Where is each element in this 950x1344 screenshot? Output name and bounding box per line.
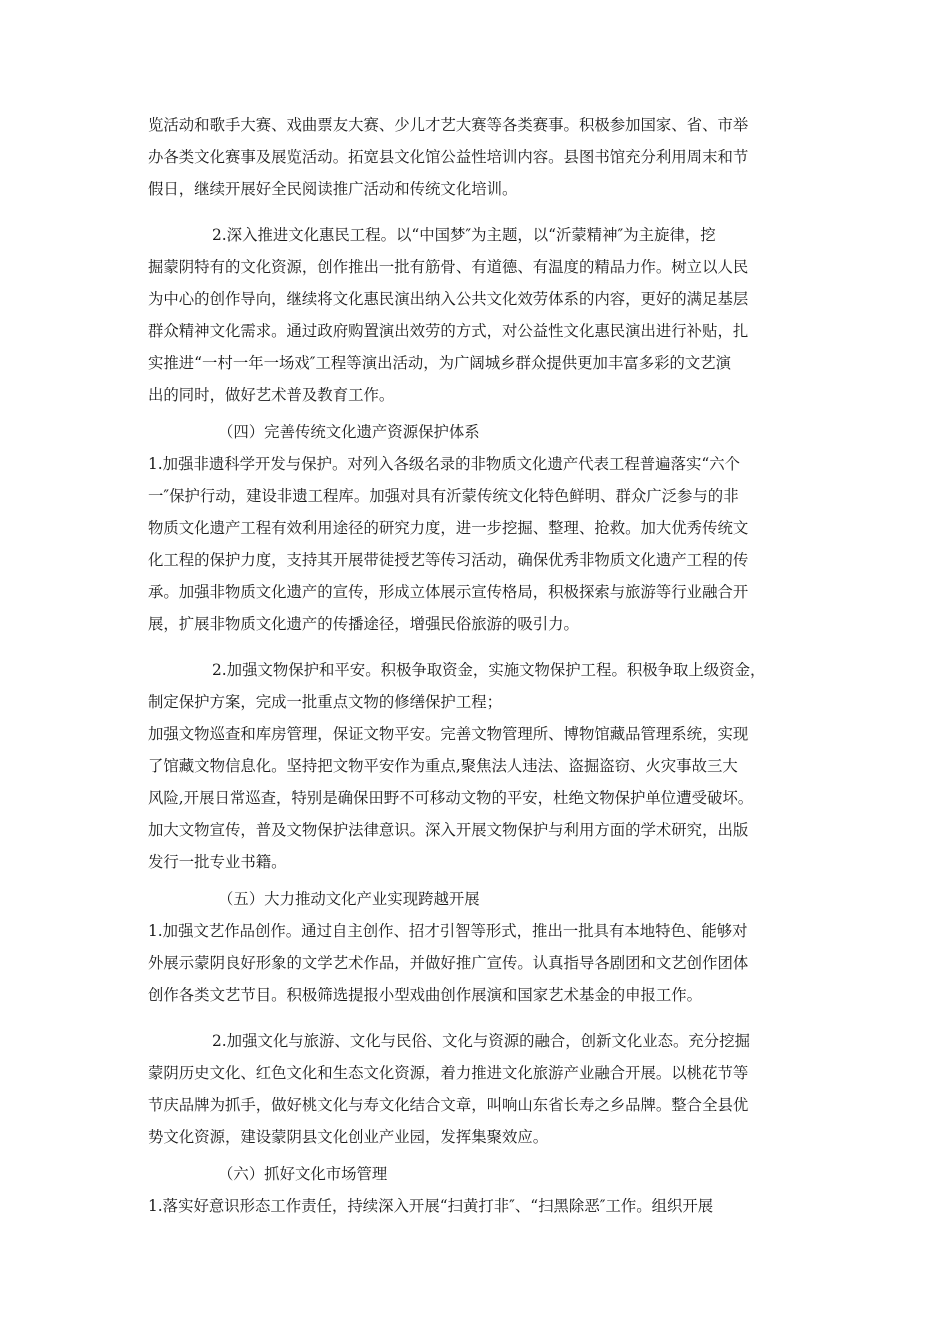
paragraph-start: 2.加强文物保护和平安。积极争取资金，实施文物保护工程。积极争取上级资金，: [212, 661, 766, 679]
text-line: 物质文化遗产工程有效利用途径的研究力度，进一步挖掘、整理、抢救。加大优秀传统文: [148, 519, 749, 537]
text-line: 风险,开展日常巡查，特别是确保田野不可移动文物的平安，杜绝文物保护单位遭受破坏。: [148, 789, 754, 807]
text-line: 发行一批专业书籍。: [148, 853, 287, 871]
section-heading: （五）大力推动文化产业实现跨越开展: [218, 890, 480, 908]
section-heading: （六）抓好文化市场管理: [218, 1165, 388, 1183]
text-line: 势文化资源，建设蒙阴县文化创业产业园，发挥集聚效应。: [148, 1128, 549, 1146]
text-line: 办各类文化赛事及展览活动。拓宽县文化馆公益性培训内容。县图书馆充分利用周末和节: [148, 148, 749, 166]
text-line: 加强文物巡查和库房管理，保证文物平安。完善文物管理所、博物馆藏品管理系统，实现: [148, 725, 749, 743]
text-line: 外展示蒙阴良好形象的文学艺术作品，并做好推广宣传。认真指导各剧团和文艺创作团体: [148, 954, 749, 972]
text-line: 了馆藏文物信息化。坚持把文物平安作为重点,聚焦法人违法、盗掘盗窃、火灾事故三大: [148, 757, 738, 775]
text-line: 加大文物宣传，普及文物保护法律意识。深入开展文物保护与利用方面的学术研究，出版: [148, 821, 749, 839]
text-line: 实推进“一村一年一场戏″工程等演出活动，为广阔城乡群众提供更加丰富多彩的文艺演: [148, 354, 732, 372]
text-line: 节庆品牌为抓手，做好桃文化与寿文化结合文章，叫响山东省长寿之乡品牌。整合全县优: [148, 1096, 749, 1114]
text-line: 承。加强非物质文化遗产的宣传，形成立体展示宣传格局，积极探索与旅游等行业融合开: [148, 583, 749, 601]
text-line: 一″保护行动，建设非遗工程库。加强对具有沂蒙传统文化特色鲜明、群众广泛参与的非: [148, 487, 739, 505]
text-line: 览活动和歌手大赛、戏曲票友大赛、少儿才艺大赛等各类赛事。积极参加国家、省、市举: [148, 116, 749, 134]
text-line: 群众精神文化需求。通过政府购置演出效劳的方式，对公益性文化惠民演出进行补贴，扎: [148, 322, 749, 340]
paragraph-start: 2.加强文化与旅游、文化与民俗、文化与资源的融合，创新文化业态。充分挖掘: [212, 1032, 750, 1050]
section-heading: （四）完善传统文化遗产资源保护体系: [218, 423, 480, 441]
text-line: 出的同时，做好艺术普及教育工作。: [148, 386, 395, 404]
text-line: 为中心的创作导向，继续将文化惠民演出纳入公共文化效劳体系的内容，更好的满足基层: [148, 290, 749, 308]
text-line: 展，扩展非物质文化遗产的传播途径，增强民俗旅游的吸引力。: [148, 615, 579, 633]
paragraph-start: 2.深入推进文化惠民工程。以“中国梦″为主题，以“沂蒙精神″为主旋律，挖: [212, 226, 716, 244]
text-line: 1.加强文艺作品创作。通过自主创作、招才引智等形式，推出一批具有本地特色、能够对: [148, 922, 748, 940]
text-line: 假日，继续开展好全民阅读推广活动和传统文化培训。: [148, 180, 518, 198]
text-line: 化工程的保护力度，支持其开展带徒授艺等传习活动，确保优秀非物质文化遗产工程的传: [148, 551, 749, 569]
text-line: 蒙阴历史文化、红色文化和生态文化资源，着力推进文化旅游产业融合开展。以桃花节等: [148, 1064, 749, 1082]
text-line: 创作各类文艺节目。积极筛选提报小型戏曲创作展演和国家艺术基金的申报工作。: [148, 986, 703, 1004]
text-line: 1.加强非遗科学开发与保护。对列入各级名录的非物质文化遗产代表工程普遍落实“六个: [148, 455, 741, 473]
text-line: 掘蒙阴特有的文化资源，创作推出一批有筋骨、有道德、有温度的精品力作。树立以人民: [148, 258, 749, 276]
text-line: 1.落实好意识形态工作责任，持续深入开展“扫黄打非″、“扫黑除恶″工作。组织开展: [148, 1197, 714, 1215]
text-line: 制定保护方案，完成一批重点文物的修缮保护工程；: [148, 693, 502, 711]
